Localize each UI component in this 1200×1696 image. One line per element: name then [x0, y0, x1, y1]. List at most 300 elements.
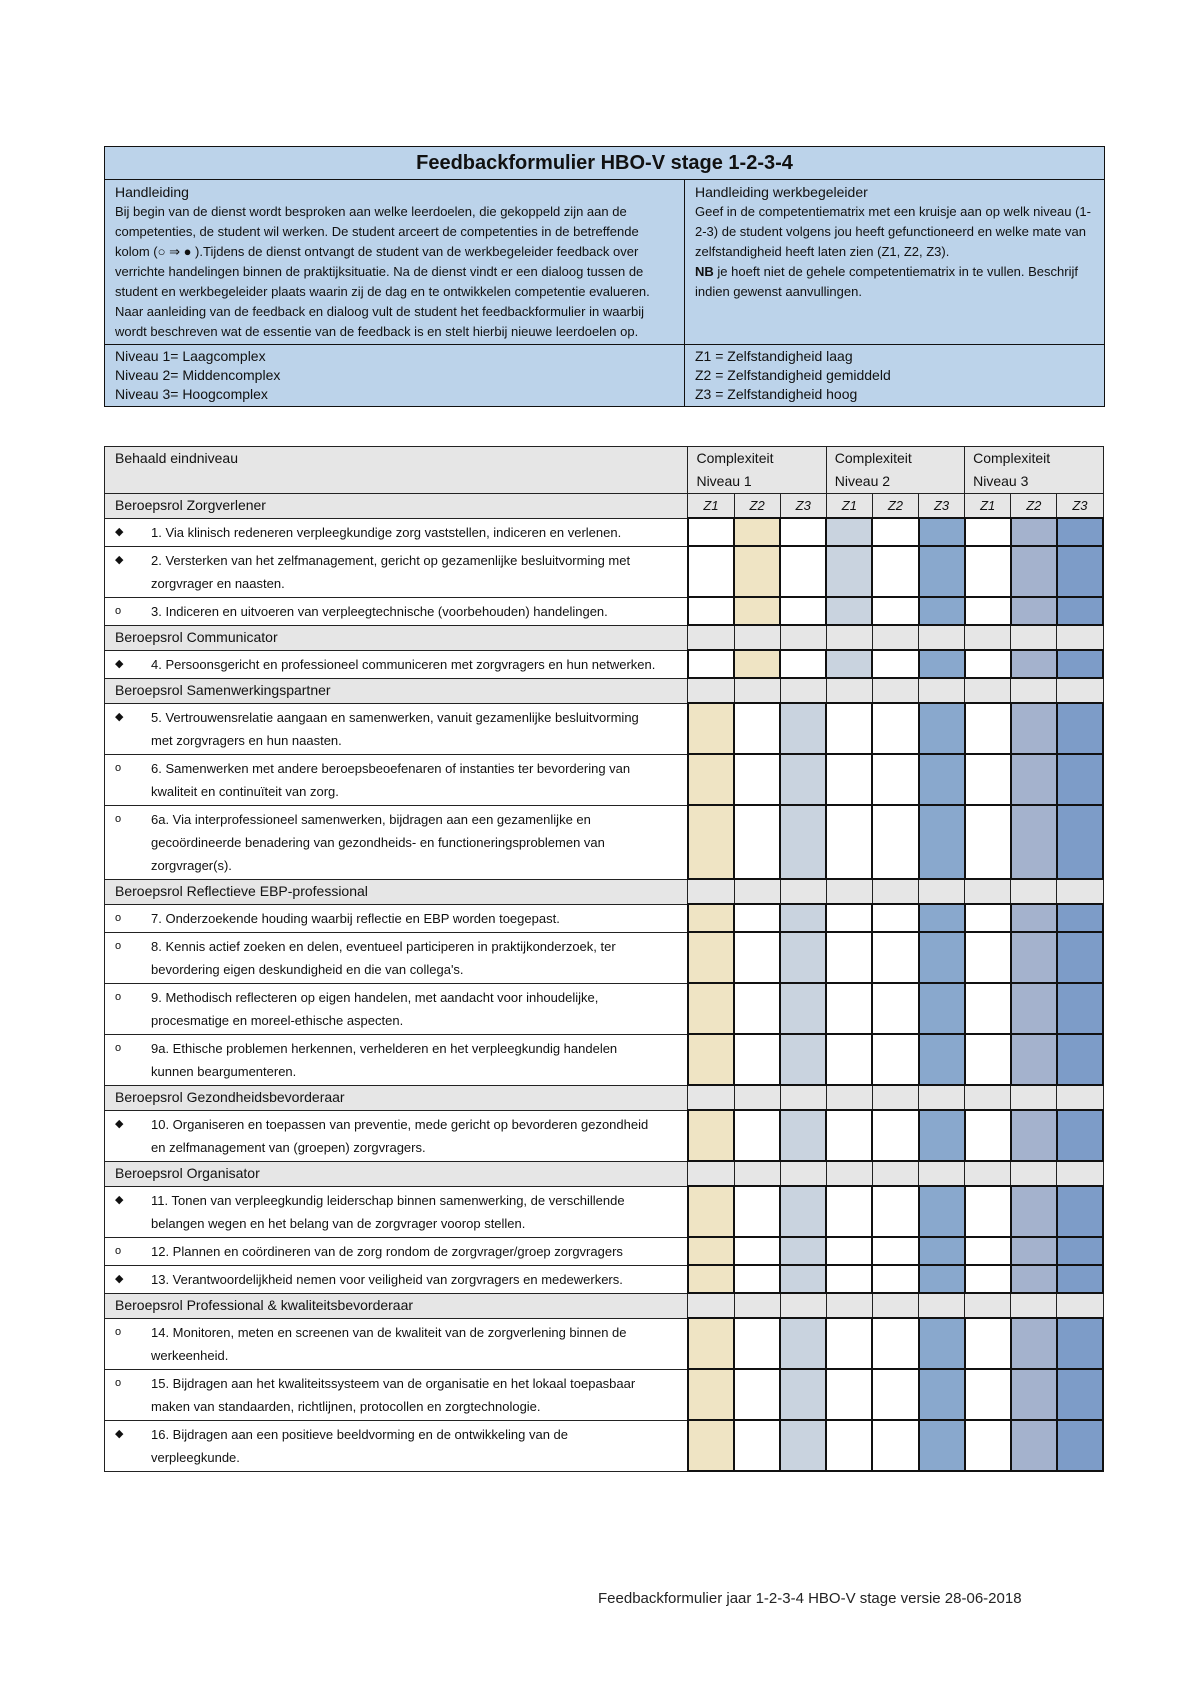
- assessment-checkbox[interactable]: [919, 518, 965, 546]
- competence-text: 6a. Via interprofessioneel samenwerken, bijdragen aan een gezamenlijke en gecoördineerde benadering van gezondheids- en functioneringsproblemen van zorgvrager(s).: [151, 811, 605, 873]
- competence-description: [105, 1237, 688, 1265]
- level-3-line2: Niveau 3: [973, 473, 1029, 489]
- assessment-checkbox[interactable]: [1011, 1186, 1057, 1237]
- section-filler: [688, 1085, 734, 1110]
- assessment-checkbox[interactable]: [734, 1110, 780, 1161]
- competence-text: 8. Kennis actief zoeken en delen, eventueel participeren in praktijkonderzoek, ter bevordering eigen deskundigheid en die van collega's.: [151, 938, 616, 977]
- section-title: Beroepsrol Professional & kwaliteitsbevorderaar: [105, 1293, 688, 1318]
- assessment-checkbox[interactable]: [826, 518, 872, 546]
- assessment-checkbox[interactable]: [826, 1318, 872, 1369]
- assessment-checkbox[interactable]: [919, 1186, 965, 1237]
- assessment-checkbox[interactable]: [919, 650, 965, 678]
- section-filler: [965, 678, 1011, 703]
- section-filler: [1011, 879, 1057, 904]
- assessment-checkbox[interactable]: [1011, 754, 1057, 805]
- competence-row: [105, 1265, 1104, 1293]
- assessment-checkbox[interactable]: [688, 546, 734, 597]
- assessment-checkbox[interactable]: [780, 983, 826, 1034]
- assessment-checkbox[interactable]: [780, 1318, 826, 1369]
- assessment-checkbox[interactable]: [965, 1110, 1011, 1161]
- assessment-checkbox[interactable]: [826, 805, 872, 879]
- competence-row: [105, 1110, 1104, 1161]
- competence-text: 13. Verantwoordelijkheid nemen voor veiligheid van zorgvragers en medewerkers.: [151, 1271, 623, 1287]
- section-filler: [780, 879, 826, 904]
- z-label: Z1: [965, 494, 1011, 519]
- assessment-checkbox[interactable]: [872, 1237, 918, 1265]
- competence-description: [105, 983, 688, 1034]
- supervisor-text: Geef in de competentiematrix met een kruisje aan op welk niveau (1-2-3) de student volgens jou heeft gefunctioneerd en welke mate van zelfstandigheid heeft laten zien (Z1, Z2, Z3).: [695, 204, 1091, 259]
- competence-text: 9. Methodisch reflecteren op eigen handelen, met aandacht voor inhoudelijke, procesmatige en moreel-ethische aspecten.: [151, 989, 599, 1028]
- assessment-checkbox[interactable]: [734, 1420, 780, 1471]
- z-label: Z3: [1057, 494, 1103, 519]
- assessment-checkbox[interactable]: [1057, 904, 1103, 932]
- section-filler: [1057, 625, 1103, 650]
- competence-row: [105, 518, 1104, 546]
- assessment-checkbox[interactable]: [826, 546, 872, 597]
- assessment-checkbox[interactable]: [919, 904, 965, 932]
- assessment-checkbox[interactable]: [688, 932, 734, 983]
- assessment-checkbox[interactable]: [734, 703, 780, 754]
- bullet-icon: o: [115, 604, 122, 617]
- competence-description: [105, 1318, 688, 1369]
- assessment-checkbox[interactable]: [734, 1034, 780, 1085]
- competence-row: [105, 1186, 1104, 1237]
- assessment-checkbox[interactable]: [872, 518, 918, 546]
- assessment-checkbox[interactable]: [688, 1110, 734, 1161]
- assessment-checkbox[interactable]: [780, 1420, 826, 1471]
- section-filler: [1057, 879, 1103, 904]
- competence-description: [105, 805, 688, 879]
- section-filler: [826, 678, 872, 703]
- assessment-checkbox[interactable]: [872, 904, 918, 932]
- assessment-checkbox[interactable]: [1011, 546, 1057, 597]
- competence-description: [105, 1186, 688, 1237]
- level-3-header: [965, 447, 1103, 494]
- assessment-checkbox[interactable]: [826, 1369, 872, 1420]
- assessment-checkbox[interactable]: [780, 1265, 826, 1293]
- assessment-checkbox[interactable]: [919, 597, 965, 625]
- level-1-line2: Niveau 1: [696, 473, 752, 489]
- assessment-checkbox[interactable]: [965, 1369, 1011, 1420]
- assessment-checkbox[interactable]: [872, 1369, 918, 1420]
- assessment-checkbox[interactable]: [688, 904, 734, 932]
- assessment-checkbox[interactable]: [1011, 805, 1057, 879]
- assessment-checkbox[interactable]: [688, 1318, 734, 1369]
- section-filler: [919, 625, 965, 650]
- z1-legend: Z1 = Zelfstandigheid laag: [695, 348, 853, 364]
- competence-matrix: [104, 446, 1104, 1472]
- niveau-legend: [105, 345, 685, 407]
- assessment-checkbox[interactable]: [780, 1110, 826, 1161]
- section-title: Beroepsrol Samenwerkingspartner: [105, 678, 688, 703]
- assessment-checkbox[interactable]: [965, 597, 1011, 625]
- assessment-checkbox[interactable]: [872, 597, 918, 625]
- section-title: Beroepsrol Reflectieve EBP-professional: [105, 879, 688, 904]
- competence-row: [105, 1034, 1104, 1085]
- section-filler: [1057, 1161, 1103, 1186]
- assessment-checkbox[interactable]: [1057, 1318, 1103, 1369]
- level-1-line1: Complexiteit: [696, 450, 774, 466]
- section-filler: [734, 625, 780, 650]
- assessment-checkbox[interactable]: [688, 597, 734, 625]
- assessment-checkbox[interactable]: [1011, 650, 1057, 678]
- section-filler: [872, 1293, 918, 1318]
- assessment-checkbox[interactable]: [1057, 754, 1103, 805]
- assessment-checkbox[interactable]: [780, 754, 826, 805]
- competence-text: 6. Samenwerken met andere beroepsbeoefenaren of instanties ter bevordering van kwaliteit en continuïteit van zorg.: [151, 760, 631, 799]
- assessment-checkbox[interactable]: [965, 1318, 1011, 1369]
- assessment-checkbox[interactable]: [1057, 597, 1103, 625]
- assessment-checkbox[interactable]: [734, 904, 780, 932]
- assessment-checkbox[interactable]: [734, 518, 780, 546]
- assessment-checkbox[interactable]: [965, 703, 1011, 754]
- assessment-checkbox[interactable]: [965, 1237, 1011, 1265]
- assessment-checkbox[interactable]: [919, 754, 965, 805]
- niveau-2: Niveau 2= Middencomplex: [115, 367, 281, 383]
- assessment-checkbox[interactable]: [734, 932, 780, 983]
- assessment-checkbox[interactable]: [965, 932, 1011, 983]
- assessment-checkbox[interactable]: [965, 754, 1011, 805]
- competence-text: 15. Bijdragen aan het kwaliteitssysteem van de organisatie en het lokaal toepasbaar maken van standaarden, richtlijnen, protocollen en zorgtechnologie.: [151, 1375, 636, 1414]
- competence-description: [105, 703, 688, 754]
- assessment-checkbox[interactable]: [872, 703, 918, 754]
- assessment-checkbox[interactable]: [734, 1265, 780, 1293]
- assessment-checkbox[interactable]: [919, 1110, 965, 1161]
- assessment-checkbox[interactable]: [919, 1420, 965, 1471]
- assessment-checkbox[interactable]: [734, 597, 780, 625]
- competence-row: [105, 1318, 1104, 1369]
- assessment-checkbox[interactable]: [780, 1369, 826, 1420]
- assessment-checkbox[interactable]: [919, 1369, 965, 1420]
- assessment-checkbox[interactable]: [826, 650, 872, 678]
- assessment-checkbox[interactable]: [965, 1034, 1011, 1085]
- competence-text: 12. Plannen en coördineren van de zorg rondom de zorgvrager/groep zorgvragers: [151, 1243, 623, 1259]
- assessment-checkbox[interactable]: [1011, 1034, 1057, 1085]
- assessment-checkbox[interactable]: [919, 1265, 965, 1293]
- bullet-icon: ◆: [115, 553, 124, 566]
- bullet-icon: o: [115, 1041, 122, 1054]
- assessment-checkbox[interactable]: [1057, 703, 1103, 754]
- competence-text: 3. Indiceren en uitvoeren van verpleegtechnische (voorbehouden) handelingen.: [151, 603, 608, 619]
- assessment-checkbox[interactable]: [734, 1186, 780, 1237]
- assessment-checkbox[interactable]: [965, 983, 1011, 1034]
- competence-text: 11. Tonen van verpleegkundig leiderschap binnen samenwerking, de verschillende belangen wegen en het belang van de zorgvrager voorop stellen.: [151, 1192, 625, 1231]
- competence-row: [105, 754, 1104, 805]
- assessment-checkbox[interactable]: [780, 703, 826, 754]
- assessment-checkbox[interactable]: [965, 518, 1011, 546]
- assessment-checkbox[interactable]: [734, 754, 780, 805]
- assessment-checkbox[interactable]: [1011, 1369, 1057, 1420]
- bullet-icon: o: [115, 990, 122, 1003]
- assessment-checkbox[interactable]: [1057, 518, 1103, 546]
- assessment-checkbox[interactable]: [780, 597, 826, 625]
- section-filler: [688, 1293, 734, 1318]
- assessment-checkbox[interactable]: [688, 754, 734, 805]
- assessment-checkbox[interactable]: [919, 983, 965, 1034]
- z-label: Z3: [780, 494, 826, 519]
- zelfstandigheid-legend: [685, 345, 1105, 407]
- assessment-checkbox[interactable]: [688, 1420, 734, 1471]
- assessment-checkbox[interactable]: [1011, 1237, 1057, 1265]
- assessment-checkbox[interactable]: [872, 1318, 918, 1369]
- manual-student: [105, 180, 685, 345]
- assessment-checkbox[interactable]: [1057, 1237, 1103, 1265]
- assessment-checkbox[interactable]: [734, 983, 780, 1034]
- section-filler: [780, 678, 826, 703]
- competence-description: [105, 1420, 688, 1471]
- assessment-checkbox[interactable]: [826, 1237, 872, 1265]
- assessment-checkbox[interactable]: [1011, 597, 1057, 625]
- assessment-checkbox[interactable]: [965, 805, 1011, 879]
- bullet-icon: ◆: [115, 1117, 124, 1130]
- section-filler: [780, 625, 826, 650]
- competence-description: [105, 1369, 688, 1420]
- nb-label: NB: [695, 264, 714, 279]
- assessment-checkbox[interactable]: [1057, 546, 1103, 597]
- section-title: Beroepsrol Zorgverlener: [105, 494, 688, 519]
- section-filler: [734, 1293, 780, 1318]
- assessment-checkbox[interactable]: [965, 1420, 1011, 1471]
- assessment-checkbox[interactable]: [826, 932, 872, 983]
- competence-text: 16. Bijdragen aan een positieve beeldvorming en de ontwikkeling van de verpleegkunde.: [151, 1426, 569, 1465]
- assessment-checkbox[interactable]: [872, 1265, 918, 1293]
- manual-text: Bij begin van de dienst wordt besproken aan welke leerdoelen, die gekoppeld zijn aan de competenties, de student wil werken. De student arceert de competenties in de betreffende kolom (○ ⇒ ● ).Tijdens de dienst ontvangt de student van de werkbegeleider feedback over verrichte handelingen binnen de praktijksituatie. Na de dienst vindt er een dialoog tussen de student en werkbegeleider plaats waarin zij de dag en te ontwikkelen competentie evalueren. Naar aanleiding van de feedback en dialoog vult de student het feedbackformulier in waarbij wordt beschreven wat de essentie van de feedback is en stelt hierbij nieuwe leerdoelen op.: [115, 204, 650, 339]
- assessment-checkbox[interactable]: [1057, 983, 1103, 1034]
- z-label: Z2: [872, 494, 918, 519]
- section-filler: [688, 879, 734, 904]
- competence-description: [105, 1034, 688, 1085]
- section-filler: [826, 1161, 872, 1186]
- competence-row: [105, 703, 1104, 754]
- bullet-icon: o: [115, 1244, 122, 1257]
- nb-text: je hoeft niet de gehele competentiematrix in te vullen. Beschrijf indien gewenst aanvullingen.: [695, 264, 1078, 299]
- section-filler: [826, 1085, 872, 1110]
- assessment-checkbox[interactable]: [872, 983, 918, 1034]
- section-filler: [919, 1085, 965, 1110]
- assessment-checkbox[interactable]: [965, 1265, 1011, 1293]
- assessment-checkbox[interactable]: [780, 1034, 826, 1085]
- supervisor-heading: Handleiding werkbegeleider: [695, 184, 868, 200]
- assessment-checkbox[interactable]: [965, 546, 1011, 597]
- section-filler: [965, 1161, 1011, 1186]
- bullet-icon: ◆: [115, 1427, 124, 1440]
- assessment-checkbox[interactable]: [1011, 983, 1057, 1034]
- assessment-checkbox[interactable]: [780, 805, 826, 879]
- assessment-checkbox[interactable]: [826, 1420, 872, 1471]
- assessment-checkbox[interactable]: [734, 1318, 780, 1369]
- assessment-checkbox[interactable]: [734, 805, 780, 879]
- competence-text: 14. Monitoren, meten en screenen van de kwaliteit van de zorgverlening binnen de werkeenheid.: [151, 1324, 627, 1363]
- competence-text: 4. Persoonsgericht en professioneel communiceren met zorgvragers en hun netwerken.: [151, 656, 656, 672]
- level-1-header: [688, 447, 826, 494]
- competence-row: [105, 1420, 1104, 1471]
- bullet-icon: o: [115, 939, 122, 952]
- competence-row: [105, 932, 1104, 983]
- z2-legend: Z2 = Zelfstandigheid gemiddeld: [695, 367, 891, 383]
- assessment-checkbox[interactable]: [872, 1186, 918, 1237]
- bullet-icon: o: [115, 911, 122, 924]
- assessment-checkbox[interactable]: [1057, 1186, 1103, 1237]
- assessment-checkbox[interactable]: [919, 1237, 965, 1265]
- assessment-checkbox[interactable]: [1011, 1420, 1057, 1471]
- assessment-checkbox[interactable]: [826, 703, 872, 754]
- section-filler: [965, 879, 1011, 904]
- section-filler: [826, 879, 872, 904]
- section-filler: [919, 1161, 965, 1186]
- assessment-checkbox[interactable]: [688, 1034, 734, 1085]
- section-filler: [688, 678, 734, 703]
- assessment-checkbox[interactable]: [1057, 1110, 1103, 1161]
- section-filler: [965, 1293, 1011, 1318]
- manual-heading: Handleiding: [115, 184, 189, 200]
- assessment-checkbox[interactable]: [919, 805, 965, 879]
- assessment-checkbox[interactable]: [1057, 932, 1103, 983]
- competence-row: [105, 805, 1104, 879]
- section-filler: [826, 625, 872, 650]
- instructions-table: [104, 146, 1105, 407]
- assessment-checkbox[interactable]: [872, 754, 918, 805]
- bullet-icon: ◆: [115, 525, 124, 538]
- assessment-checkbox[interactable]: [826, 1110, 872, 1161]
- assessment-checkbox[interactable]: [734, 1369, 780, 1420]
- z-label: Z1: [688, 494, 734, 519]
- assessment-checkbox[interactable]: [688, 805, 734, 879]
- assessment-checkbox[interactable]: [1011, 932, 1057, 983]
- section-title: Beroepsrol Communicator: [105, 625, 688, 650]
- assessment-checkbox[interactable]: [826, 597, 872, 625]
- assessment-checkbox[interactable]: [688, 1237, 734, 1265]
- assessment-checkbox[interactable]: [919, 932, 965, 983]
- competence-description: [105, 650, 688, 678]
- bullet-icon: o: [115, 812, 122, 825]
- assessment-checkbox[interactable]: [1011, 518, 1057, 546]
- section-filler: [734, 1161, 780, 1186]
- assessment-checkbox[interactable]: [872, 546, 918, 597]
- bullet-icon: o: [115, 761, 122, 774]
- section-filler: [1011, 1161, 1057, 1186]
- col-header-eindniveau: Behaald eindniveau: [105, 447, 688, 494]
- assessment-checkbox[interactable]: [688, 983, 734, 1034]
- form-title: Feedbackformulier HBO-V stage 1-2-3-4: [105, 147, 1105, 180]
- assessment-checkbox[interactable]: [780, 546, 826, 597]
- bullet-icon: ◆: [115, 657, 124, 670]
- section-filler: [919, 678, 965, 703]
- assessment-checkbox[interactable]: [919, 546, 965, 597]
- level-2-line2: Niveau 2: [834, 473, 891, 489]
- section-filler: [688, 1161, 734, 1186]
- section-title: Beroepsrol Organisator: [105, 1161, 688, 1186]
- section-filler: [1011, 1085, 1057, 1110]
- section-filler: [1057, 1085, 1103, 1110]
- competence-description: [105, 904, 688, 932]
- bullet-icon: ◆: [115, 1193, 124, 1206]
- assessment-checkbox[interactable]: [688, 703, 734, 754]
- assessment-checkbox[interactable]: [872, 1034, 918, 1085]
- assessment-checkbox[interactable]: [872, 1420, 918, 1471]
- section-filler: [688, 625, 734, 650]
- assessment-checkbox[interactable]: [1011, 904, 1057, 932]
- assessment-checkbox[interactable]: [965, 650, 1011, 678]
- bullet-icon: ◆: [115, 1272, 124, 1285]
- assessment-checkbox[interactable]: [780, 650, 826, 678]
- assessment-checkbox[interactable]: [1057, 1369, 1103, 1420]
- assessment-checkbox[interactable]: [780, 932, 826, 983]
- z-label: Z2: [1011, 494, 1057, 519]
- section-filler: [1011, 1293, 1057, 1318]
- assessment-checkbox[interactable]: [872, 650, 918, 678]
- assessment-checkbox[interactable]: [688, 650, 734, 678]
- assessment-checkbox[interactable]: [688, 1265, 734, 1293]
- assessment-checkbox[interactable]: [872, 1110, 918, 1161]
- assessment-checkbox[interactable]: [872, 805, 918, 879]
- assessment-checkbox[interactable]: [780, 1186, 826, 1237]
- assessment-checkbox[interactable]: [734, 650, 780, 678]
- assessment-checkbox[interactable]: [965, 904, 1011, 932]
- assessment-checkbox[interactable]: [1057, 1420, 1103, 1471]
- competence-row: [105, 904, 1104, 932]
- assessment-checkbox[interactable]: [1057, 805, 1103, 879]
- section-filler: [872, 1085, 918, 1110]
- bullet-icon: ◆: [115, 710, 124, 723]
- assessment-checkbox[interactable]: [826, 1186, 872, 1237]
- section-filler: [1011, 678, 1057, 703]
- assessment-checkbox[interactable]: [1057, 650, 1103, 678]
- assessment-checkbox[interactable]: [780, 1237, 826, 1265]
- assessment-checkbox[interactable]: [1011, 703, 1057, 754]
- assessment-checkbox[interactable]: [780, 518, 826, 546]
- section-filler: [1011, 625, 1057, 650]
- assessment-checkbox[interactable]: [919, 1034, 965, 1085]
- assessment-checkbox[interactable]: [826, 1265, 872, 1293]
- assessment-checkbox[interactable]: [1011, 1110, 1057, 1161]
- section-filler: [734, 678, 780, 703]
- competence-text: 1. Via klinisch redeneren verpleegkundige zorg vaststellen, indiceren en verlenen.: [151, 524, 622, 540]
- assessment-checkbox[interactable]: [826, 983, 872, 1034]
- assessment-checkbox[interactable]: [688, 1369, 734, 1420]
- assessment-checkbox[interactable]: [919, 703, 965, 754]
- assessment-checkbox[interactable]: [1057, 1265, 1103, 1293]
- assessment-checkbox[interactable]: [1011, 1265, 1057, 1293]
- competence-description: [105, 1110, 688, 1161]
- assessment-checkbox[interactable]: [688, 518, 734, 546]
- z3-legend: Z3 = Zelfstandigheid hoog: [695, 386, 858, 402]
- assessment-checkbox[interactable]: [872, 932, 918, 983]
- assessment-checkbox[interactable]: [826, 754, 872, 805]
- assessment-checkbox[interactable]: [734, 546, 780, 597]
- manual-supervisor: [685, 180, 1105, 345]
- assessment-checkbox[interactable]: [965, 1186, 1011, 1237]
- section-filler: [872, 678, 918, 703]
- competence-row: [105, 983, 1104, 1034]
- bullet-icon: o: [115, 1376, 122, 1389]
- assessment-checkbox[interactable]: [919, 1318, 965, 1369]
- competence-text: 2. Versterken van het zelfmanagement, gericht op gezamenlijke besluitvorming met zorgvrager en naasten.: [151, 552, 631, 591]
- section-filler: [826, 1293, 872, 1318]
- assessment-checkbox[interactable]: [780, 904, 826, 932]
- section-filler: [965, 1085, 1011, 1110]
- assessment-checkbox[interactable]: [734, 1237, 780, 1265]
- niveau-1: Niveau 1= Laagcomplex: [115, 348, 266, 364]
- section-filler: [1057, 1293, 1103, 1318]
- assessment-checkbox[interactable]: [826, 904, 872, 932]
- competence-description: [105, 597, 688, 625]
- section-filler: [872, 879, 918, 904]
- assessment-checkbox[interactable]: [1057, 1034, 1103, 1085]
- assessment-checkbox[interactable]: [826, 1034, 872, 1085]
- level-2-header: [826, 447, 964, 494]
- assessment-checkbox[interactable]: [1011, 1318, 1057, 1369]
- assessment-checkbox[interactable]: [688, 1186, 734, 1237]
